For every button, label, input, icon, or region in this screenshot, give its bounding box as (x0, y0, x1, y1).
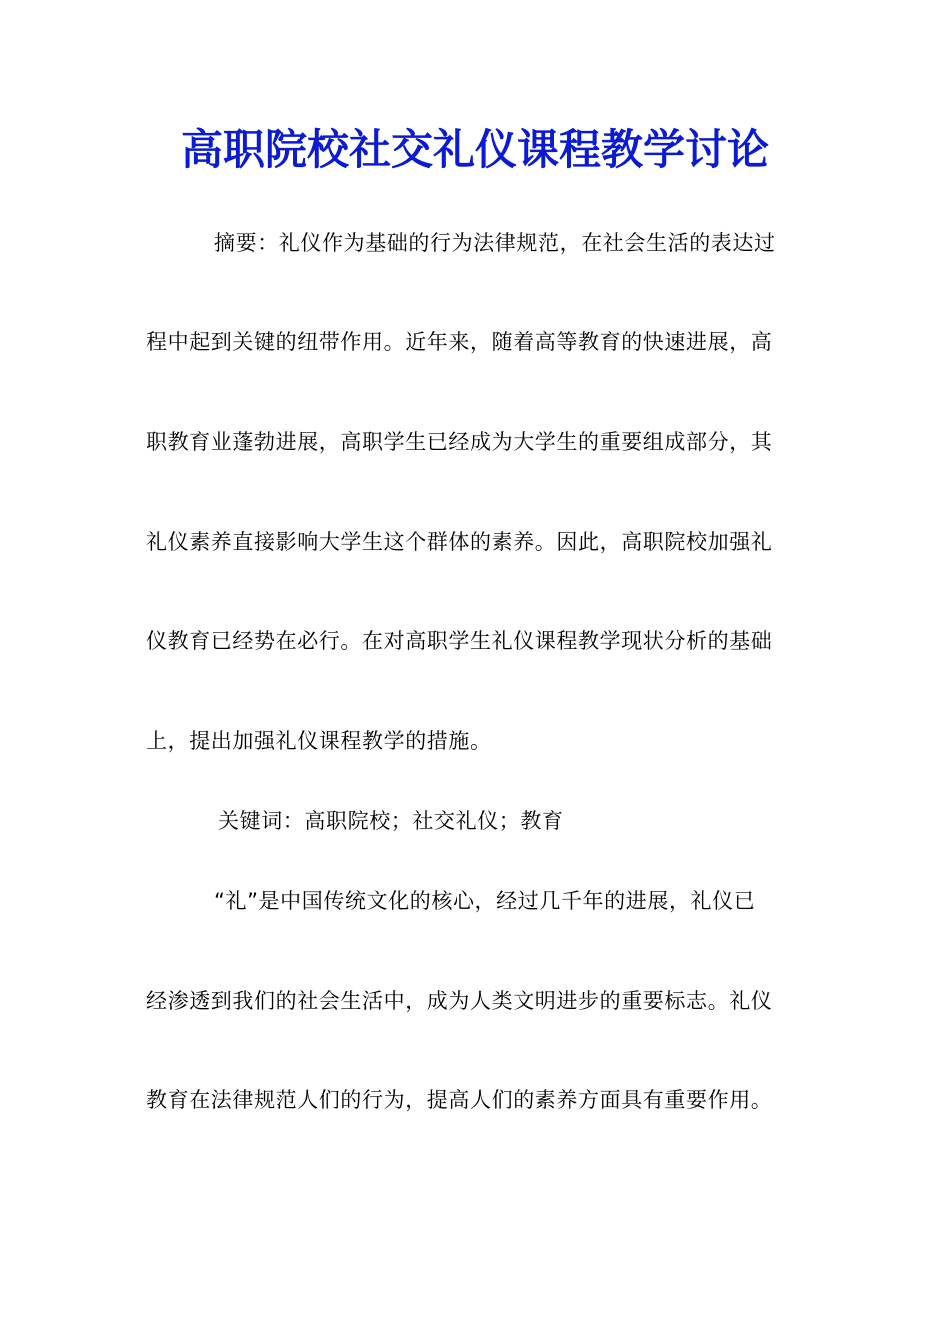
abstract-line: 程中起到关键的纽带作用。近年来，随着高等教育的快速进展，高 (146, 330, 773, 354)
abstract-line: 仪教育已经势在必行。在对高职学生礼仪课程教学现状分析的基础 (146, 629, 773, 653)
body-line: 经渗透到我们的社会生活中，成为人类文明进步的重要标志。礼仪 (146, 989, 773, 1013)
body-line: 教育在法律规范人们的行为，提高人们的素养方面具有重要作用。 (146, 1088, 773, 1112)
abstract-line: 上，提出加强礼仪课程教学的措施。 (146, 729, 492, 753)
abstract-line: 礼仪素养直接影响大学生这个群体的素养。因此，高职院校加强礼 (146, 530, 773, 554)
abstract-line: 职教育业蓬勃进展，高职学生已经成为大学生的重要组成部分，其 (146, 430, 773, 454)
document-title: 高职院校社交礼仪课程教学讨论 (180, 125, 769, 174)
abstract-line: 摘要：礼仪作为基础的行为法律规范，在社会生活的表达过 (214, 231, 776, 255)
keywords-line: 关键词：高职院校；社交礼仪；教育 (218, 809, 564, 833)
body-line: “礼”是中国传统文化的核心，经过几千年的进展，礼仪已 (214, 889, 756, 913)
